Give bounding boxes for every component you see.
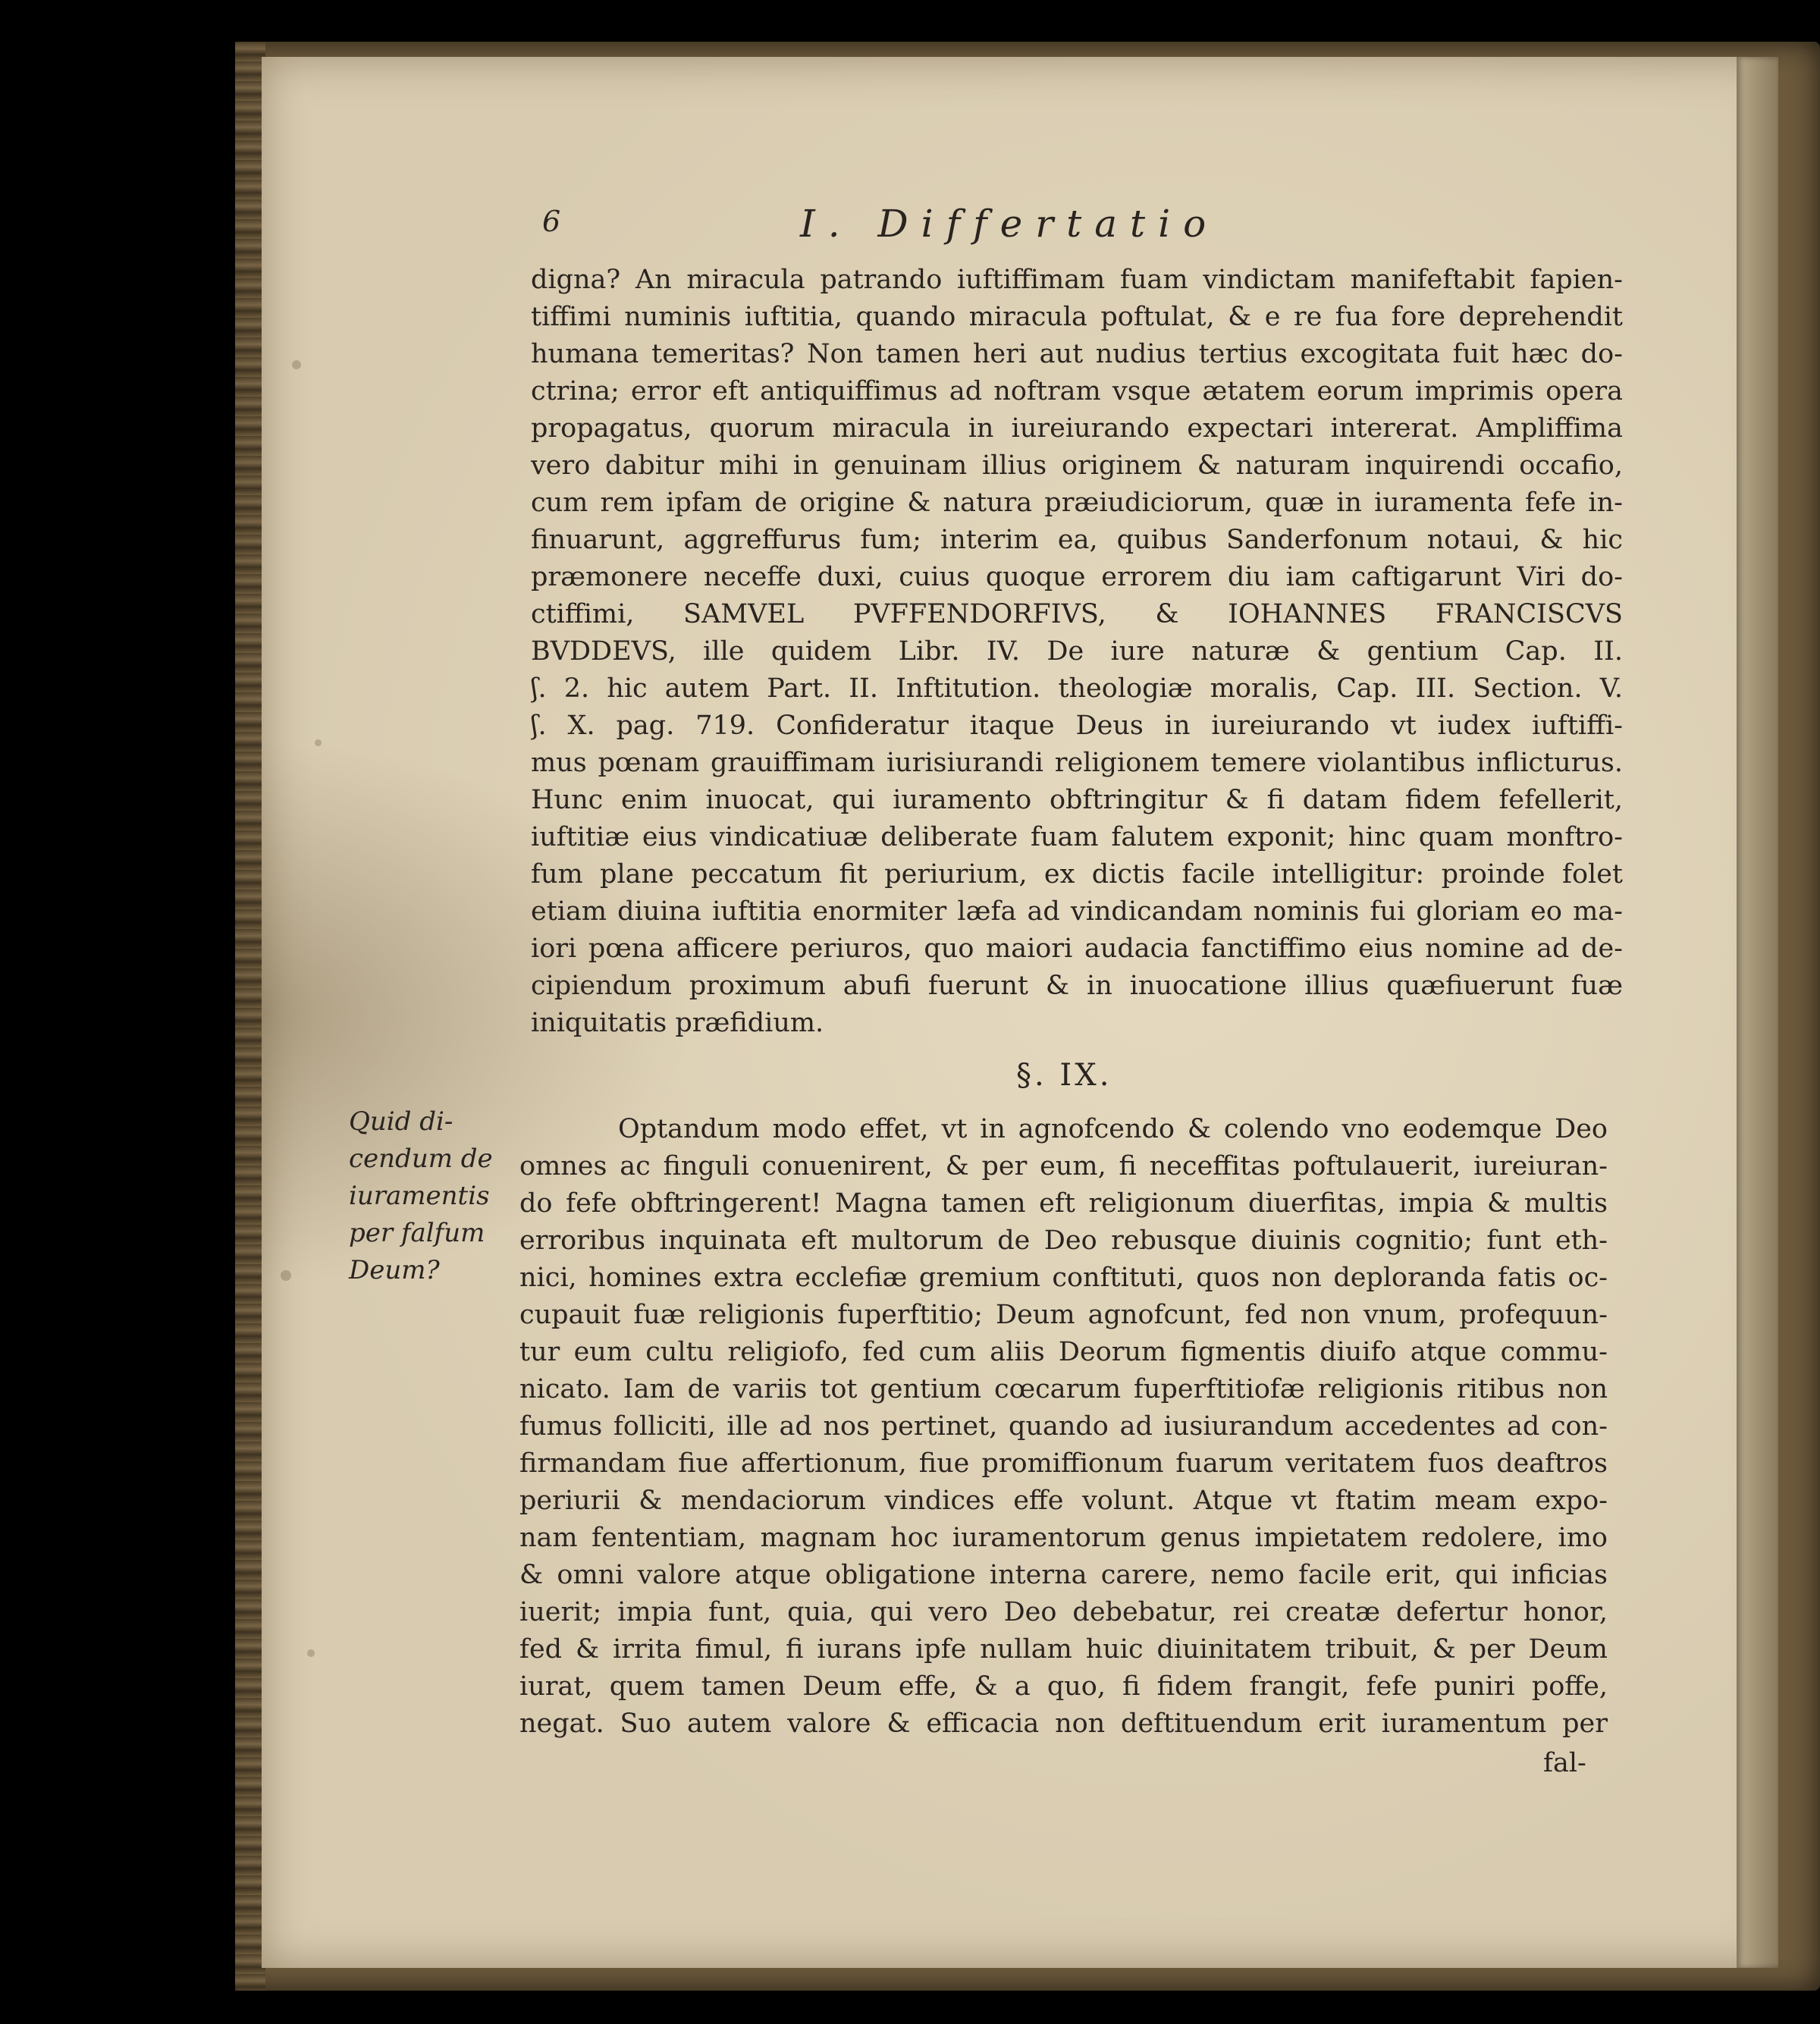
page-header [542, 197, 1376, 250]
margin-note [349, 1103, 523, 1289]
margin-note-line: iuramentis [349, 1181, 490, 1211]
text-line: iurat, quem tamen Deum effe, & a quo, fi fidem frangit, fefe puniri poffe, [519, 1671, 1608, 1702]
text-line: humana temeritas? Non tamen heri aut nudius tertius excogitata fuit hæc do- [531, 339, 1623, 369]
text-line: fum plane peccatum fit periurium, ex dictis facile intelligitur: proinde folet [531, 859, 1623, 890]
text-line: iniquitatis præfidium. [531, 1008, 824, 1038]
text-line: firmandam fiue affertionum, fiue promiffionum fuarum veritatem fuos deaftros [519, 1448, 1608, 1479]
text-line: Hunc enim inuocat, qui iuramento obftringitur & fi datam fidem fefellerit, [531, 785, 1623, 815]
text-line: Optandum modo effet, vt in agnofcendo & colendo vno eodemque Deo [618, 1114, 1608, 1144]
text-line: vero dabitur mihi in genuinam illius originem & naturam inquirendi occafio, [531, 450, 1623, 481]
text-line: cum rem ipfam de origine & natura præiudiciorum, quæ in iuramenta fefe in- [531, 488, 1623, 518]
section-text-block [519, 1111, 1608, 1743]
text-line: erroribus inquinata eft multorum de Deo rebusque diuinis cognitio; funt eth- [519, 1225, 1608, 1256]
text-line: ctrina; error eft antiquiffimus ad noftram vsque ætatem eorum imprimis opera [531, 376, 1623, 406]
main-text-block [531, 262, 1623, 1042]
catchword: fal- [1543, 1748, 1586, 1778]
text-line: periurii & mendaciorum vindices effe volunt. Atque vt ftatim meam expo- [519, 1486, 1608, 1516]
text-line: finuarunt, aggreffurus fum; interim ea, quibus Sanderfonum notaui, & hic [531, 525, 1623, 555]
text-line: nici, homines extra ecclefiæ gremium conftituti, quos non deploranda fatis oc- [519, 1263, 1608, 1293]
margin-note-line: cendum de [349, 1144, 493, 1174]
text-line: propagatus, quorum miracula in iureiurando expectari intererat. Ampliffima [531, 413, 1623, 444]
text-line: omnes ac finguli conuenirent, & per eum, fi neceffitas poftulauerit, iureiuran- [519, 1151, 1608, 1181]
text-line: nam fententiam, magnam hoc iuramentorum genus impietatem redolere, imo [519, 1523, 1608, 1553]
text-line: ʃ. X. pag. 719. Confideratur itaque Deus in iureiurando vt iudex iuftiffi- [531, 711, 1623, 741]
text-line: BVDDEVS, ille quidem Libr. IV. De iure naturæ & gentium Cap. II. [531, 636, 1623, 667]
text-line: digna? An miracula patrando iuftiffimam fuam vindictam manifeftabit fapien- [531, 265, 1623, 295]
text-line: tiffimi numinis iuftitia, quando miracula poftulat, & e re fua fore deprehendit [531, 302, 1623, 332]
text-line: mus pœnam grauiffimam iurisiurandi religionem temere violantibus inflicturus. [531, 748, 1623, 778]
foxing-spot [281, 1270, 291, 1281]
text-line: tur eum cultu religiofo, fed cum aliis Deorum figmentis diuifo atque commu- [519, 1337, 1608, 1367]
text-line: fed & irrita fimul, fi iurans ipfe nullam huic diuinitatem tribuit, & per Deum [519, 1634, 1608, 1665]
text-line: negat. Suo autem valore & efficacia non deftituendum erit iuramentum per [519, 1709, 1608, 1739]
text-line: iuftitiæ eius vindicatiuæ deliberate fuam falutem exponit; hinc quam monftro- [531, 822, 1623, 852]
margin-note-line: per falfum [349, 1218, 485, 1248]
page-number: 6 [542, 205, 561, 238]
page-gutter [1737, 57, 1778, 1968]
text-line: nicato. Iam de variis tot gentium cœcarum fuperftitiofæ religionis ritibus non [519, 1374, 1608, 1404]
text-line: iori pœna afficere periuros, quo maiori audacia fanctiffimo eius nomine ad de- [531, 934, 1623, 964]
running-title: I. Differtatio [800, 202, 1219, 246]
text-line: cupauit fuæ religionis fuperftitio; Deum agnofcunt, fed non vnum, profequun- [519, 1300, 1608, 1330]
text-line: præmonere neceffe duxi, cuius quoque errorem diu iam caftigarunt Viri do- [531, 562, 1623, 592]
foxing-spot [292, 360, 301, 369]
foxing-spot [315, 739, 322, 746]
text-line: fumus folliciti, ille ad nos pertinet, quando ad iusiurandum accedentes ad con- [519, 1411, 1608, 1442]
text-line: ʃ. 2. hic autem Part. II. Inftitution. theologiæ moralis, Cap. III. Section. V. [531, 673, 1623, 704]
text-line: ctiffimi, SAMVEL PVFFENDORFIVS, & IOHANNES FRANCISCVS [531, 599, 1623, 629]
margin-note-line: Deum? [349, 1255, 440, 1285]
text-line: do fefe obftringerent! Magna tamen eft religionum diuerfitas, impia & multis [519, 1188, 1608, 1219]
margin-note-line: Quid di- [349, 1106, 453, 1137]
text-line: iuerit; impia funt, quia, qui vero Deo debebatur, rei creatæ defertur honor, [519, 1597, 1608, 1627]
foxing-spot [307, 1649, 315, 1657]
text-line: & omni valore atque obligatione interna carere, nemo facile erit, qui inficias [519, 1560, 1608, 1590]
text-line: etiam diuina iuftitia enormiter læfa ad vindicandam nominis fui gloriam eo ma- [531, 896, 1623, 927]
section-heading: §. IX. [1016, 1058, 1112, 1093]
text-line: cipiendum proximum abufi fuerunt & in inuocatione illius quæfiuerunt fuæ [531, 971, 1623, 1001]
